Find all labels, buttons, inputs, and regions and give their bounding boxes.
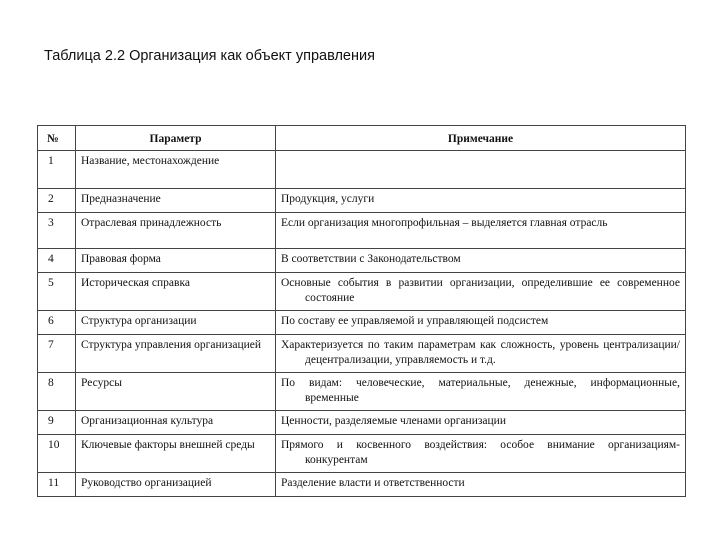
table-row	[38, 249, 686, 273]
row-parameter-text: Руководство организацией	[81, 477, 212, 489]
table-row	[38, 411, 686, 435]
row-parameter	[76, 311, 276, 335]
row-parameter-text: Структура организации	[81, 315, 197, 327]
row-number	[38, 273, 76, 311]
table-row	[38, 435, 686, 473]
row-note	[276, 273, 686, 311]
row-note-text: Если организация многопрофильная – выделяется главная отрасль	[281, 217, 608, 229]
row-number-text: 5	[48, 277, 54, 289]
organization-table	[37, 125, 686, 497]
row-note-text: Ценности, разделяемые членами организации	[281, 415, 506, 427]
row-parameter-text: Отраслевая принадлежность	[81, 217, 222, 229]
row-note-text: Основные события в развитии организации, определившие ее современное состояние	[281, 277, 680, 304]
row-number	[38, 151, 76, 189]
row-parameter	[76, 189, 276, 213]
header-number: №	[38, 126, 76, 151]
row-parameter-text: Ключевые факторы внешней среды	[81, 439, 255, 451]
row-number-text: 3	[48, 217, 54, 229]
row-parameter-text: Организационная культура	[81, 415, 214, 427]
row-parameter-text: Историческая справка	[81, 277, 190, 289]
table-row	[38, 151, 686, 189]
row-note	[276, 189, 686, 213]
row-number	[38, 249, 76, 273]
row-note-text: Характеризуется по таким параметрам как сложность, уровень централизации/децентрализации, управляемость и т.д.	[281, 339, 680, 366]
row-note	[276, 335, 686, 373]
row-parameter-text: Название, местонахождение	[81, 155, 220, 167]
row-number	[38, 411, 76, 435]
row-note-text: Прямого и косвенного воздействия: особое внимание организациям-конкурентам	[281, 439, 680, 466]
row-parameter-text: Ресурсы	[81, 377, 122, 389]
row-note	[276, 213, 686, 249]
row-parameter	[76, 151, 276, 189]
row-number-text: 7	[48, 339, 54, 351]
table-row	[38, 213, 686, 249]
row-note-text: Продукция, услуги	[281, 193, 375, 205]
row-number	[38, 473, 76, 497]
table-header-row	[38, 126, 686, 151]
table-row	[38, 311, 686, 335]
page-title: Таблица 2.2 Организация как объект управления	[44, 48, 375, 64]
row-parameter-text: Правовая форма	[81, 253, 161, 265]
row-parameter-text: Структура управления организацией	[81, 339, 262, 351]
row-number-text: 11	[48, 477, 60, 489]
row-number-text: 4	[48, 253, 54, 265]
row-parameter	[76, 273, 276, 311]
row-number	[38, 335, 76, 373]
row-number	[38, 373, 76, 411]
row-note	[276, 373, 686, 411]
row-number-text: 9	[48, 415, 54, 427]
row-note	[276, 435, 686, 473]
row-number	[38, 435, 76, 473]
row-number	[38, 311, 76, 335]
row-note	[276, 411, 686, 435]
row-note	[276, 249, 686, 273]
table-row	[38, 473, 686, 497]
row-note	[276, 151, 686, 189]
row-number-text: 10	[48, 439, 60, 451]
row-number-text: 2	[48, 193, 54, 205]
row-number-text: 1	[48, 155, 54, 167]
row-parameter	[76, 213, 276, 249]
header-note: Примечание	[276, 126, 686, 151]
table-row	[38, 373, 686, 411]
row-note-text: По составу ее управляемой и управляющей подсистем	[281, 315, 549, 327]
row-parameter	[76, 373, 276, 411]
table-row	[38, 335, 686, 373]
row-number-text: 6	[48, 315, 54, 327]
row-note-text: В соответствии с Законодательством	[281, 253, 461, 265]
table-row	[38, 189, 686, 213]
row-note	[276, 311, 686, 335]
row-parameter-text: Предназначение	[81, 193, 161, 205]
row-note-text: Разделение власти и ответственности	[281, 477, 465, 489]
header-parameter: Параметр	[76, 126, 276, 151]
row-parameter	[76, 335, 276, 373]
row-number	[38, 189, 76, 213]
row-parameter	[76, 473, 276, 497]
row-note	[276, 473, 686, 497]
row-number-text: 8	[48, 377, 54, 389]
row-number	[38, 213, 76, 249]
row-parameter	[76, 435, 276, 473]
row-parameter	[76, 411, 276, 435]
row-parameter	[76, 249, 276, 273]
row-note-text: По видам: человеческие, материальные, денежные, информационные, временные	[281, 377, 680, 404]
table-row	[38, 273, 686, 311]
